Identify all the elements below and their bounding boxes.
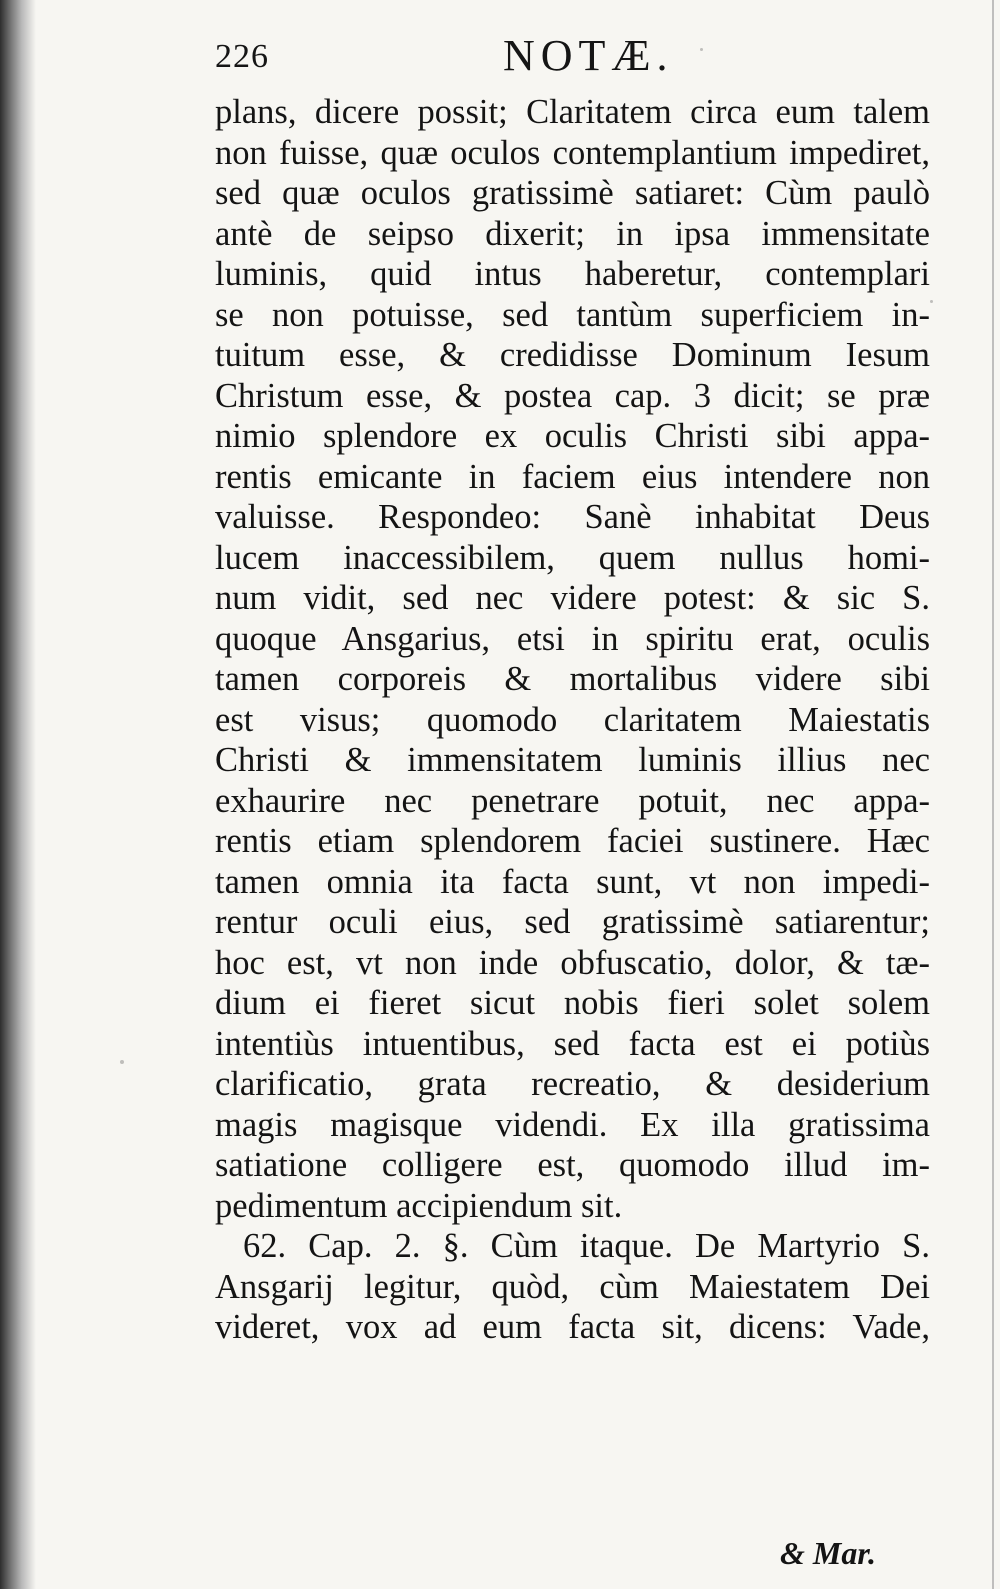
text-line: se non potuisse, sed tantùm superficiem in- [215, 295, 930, 334]
running-head: NOTÆ. [503, 31, 674, 80]
catchword: & Mar. [780, 1535, 877, 1571]
page-edge [992, 0, 994, 1589]
text-line: sed quæ oculos gratissimè satiaret: Cùm paulò [215, 174, 930, 212]
text-line: dium ei fieret sicut nobis fieri solet solem [215, 984, 930, 1022]
scan-speck [120, 1060, 124, 1064]
text-line: tuitum esse, & credidisse Dominum Iesum [215, 336, 930, 374]
text-line: exhaurire nec penetrare potuit, nec appa- [215, 781, 930, 820]
text-line: Christum esse, & postea cap. 3 dicit; se præ [215, 376, 930, 415]
text-line: Christi & immensitatem luminis illius nec [215, 741, 930, 779]
text-line: tamen corporeis & mortalibus videre sibi [215, 660, 930, 698]
text-line: luminis, quid intus haberetur, contemplari [215, 255, 930, 293]
text-line: satiatione colligere est, quomodo illud im- [215, 1146, 930, 1184]
text-line: rentur oculi eius, sed gratissimè satiarentur; [215, 903, 930, 941]
text-line: non fuisse, quæ oculos contemplantium impediret, [215, 133, 930, 172]
scan-speck [930, 300, 933, 303]
text-line: videret, vox ad eum facta sit, dicens: Vade, [215, 1308, 930, 1346]
text-line: hoc est, vt non inde obfuscatio, dolor, & tæ- [215, 943, 930, 982]
text-line: magis magisque videndi. Ex illa gratissima [215, 1105, 930, 1144]
text-line: clarificatio, grata recreatio, & desiderium [215, 1065, 930, 1103]
text-line: num vidit, sed nec videre potest: & sic S. [215, 579, 930, 617]
text-line: antè de seipso dixerit; in ipsa immensitate [215, 214, 930, 253]
text-line: Ansgarij legitur, quòd, cùm Maiestatem Dei [215, 1267, 930, 1306]
text-line: intentiùs intuentibus, sed facta est ei potiùs [215, 1024, 930, 1063]
text-line: 62. Cap. 2. §. Cùm itaque. De Martyrio S. [243, 1227, 930, 1265]
page-number: 226 [215, 38, 269, 75]
scan-speck [700, 48, 703, 51]
binding-shadow [0, 0, 36, 1589]
text-line: plans, dicere possit; Claritatem circa eum talem [215, 93, 930, 131]
text-line: valuisse. Respondeo: Sanè inhabitat Deus [215, 498, 930, 536]
page-header [215, 30, 945, 90]
text-line: lucem inaccessibilem, quem nullus homi- [215, 538, 930, 577]
body-text [215, 92, 930, 1348]
text-line: tamen omnia ita facta sunt, vt non impedi- [215, 862, 930, 901]
text-line: rentis emicante in faciem eius intendere non [215, 457, 930, 496]
text-line: quoque Ansgarius, etsi in spiritu erat, oculis [215, 619, 930, 658]
text-line: pedimentum accipiendum sit. [215, 1186, 623, 1225]
text-line: est visus; quomodo claritatem Maiestatis [215, 700, 930, 739]
text-line: rentis etiam splendorem faciei sustinere. Hæc [215, 822, 930, 860]
text-line: nimio splendore ex oculis Christi sibi appa- [215, 417, 930, 455]
